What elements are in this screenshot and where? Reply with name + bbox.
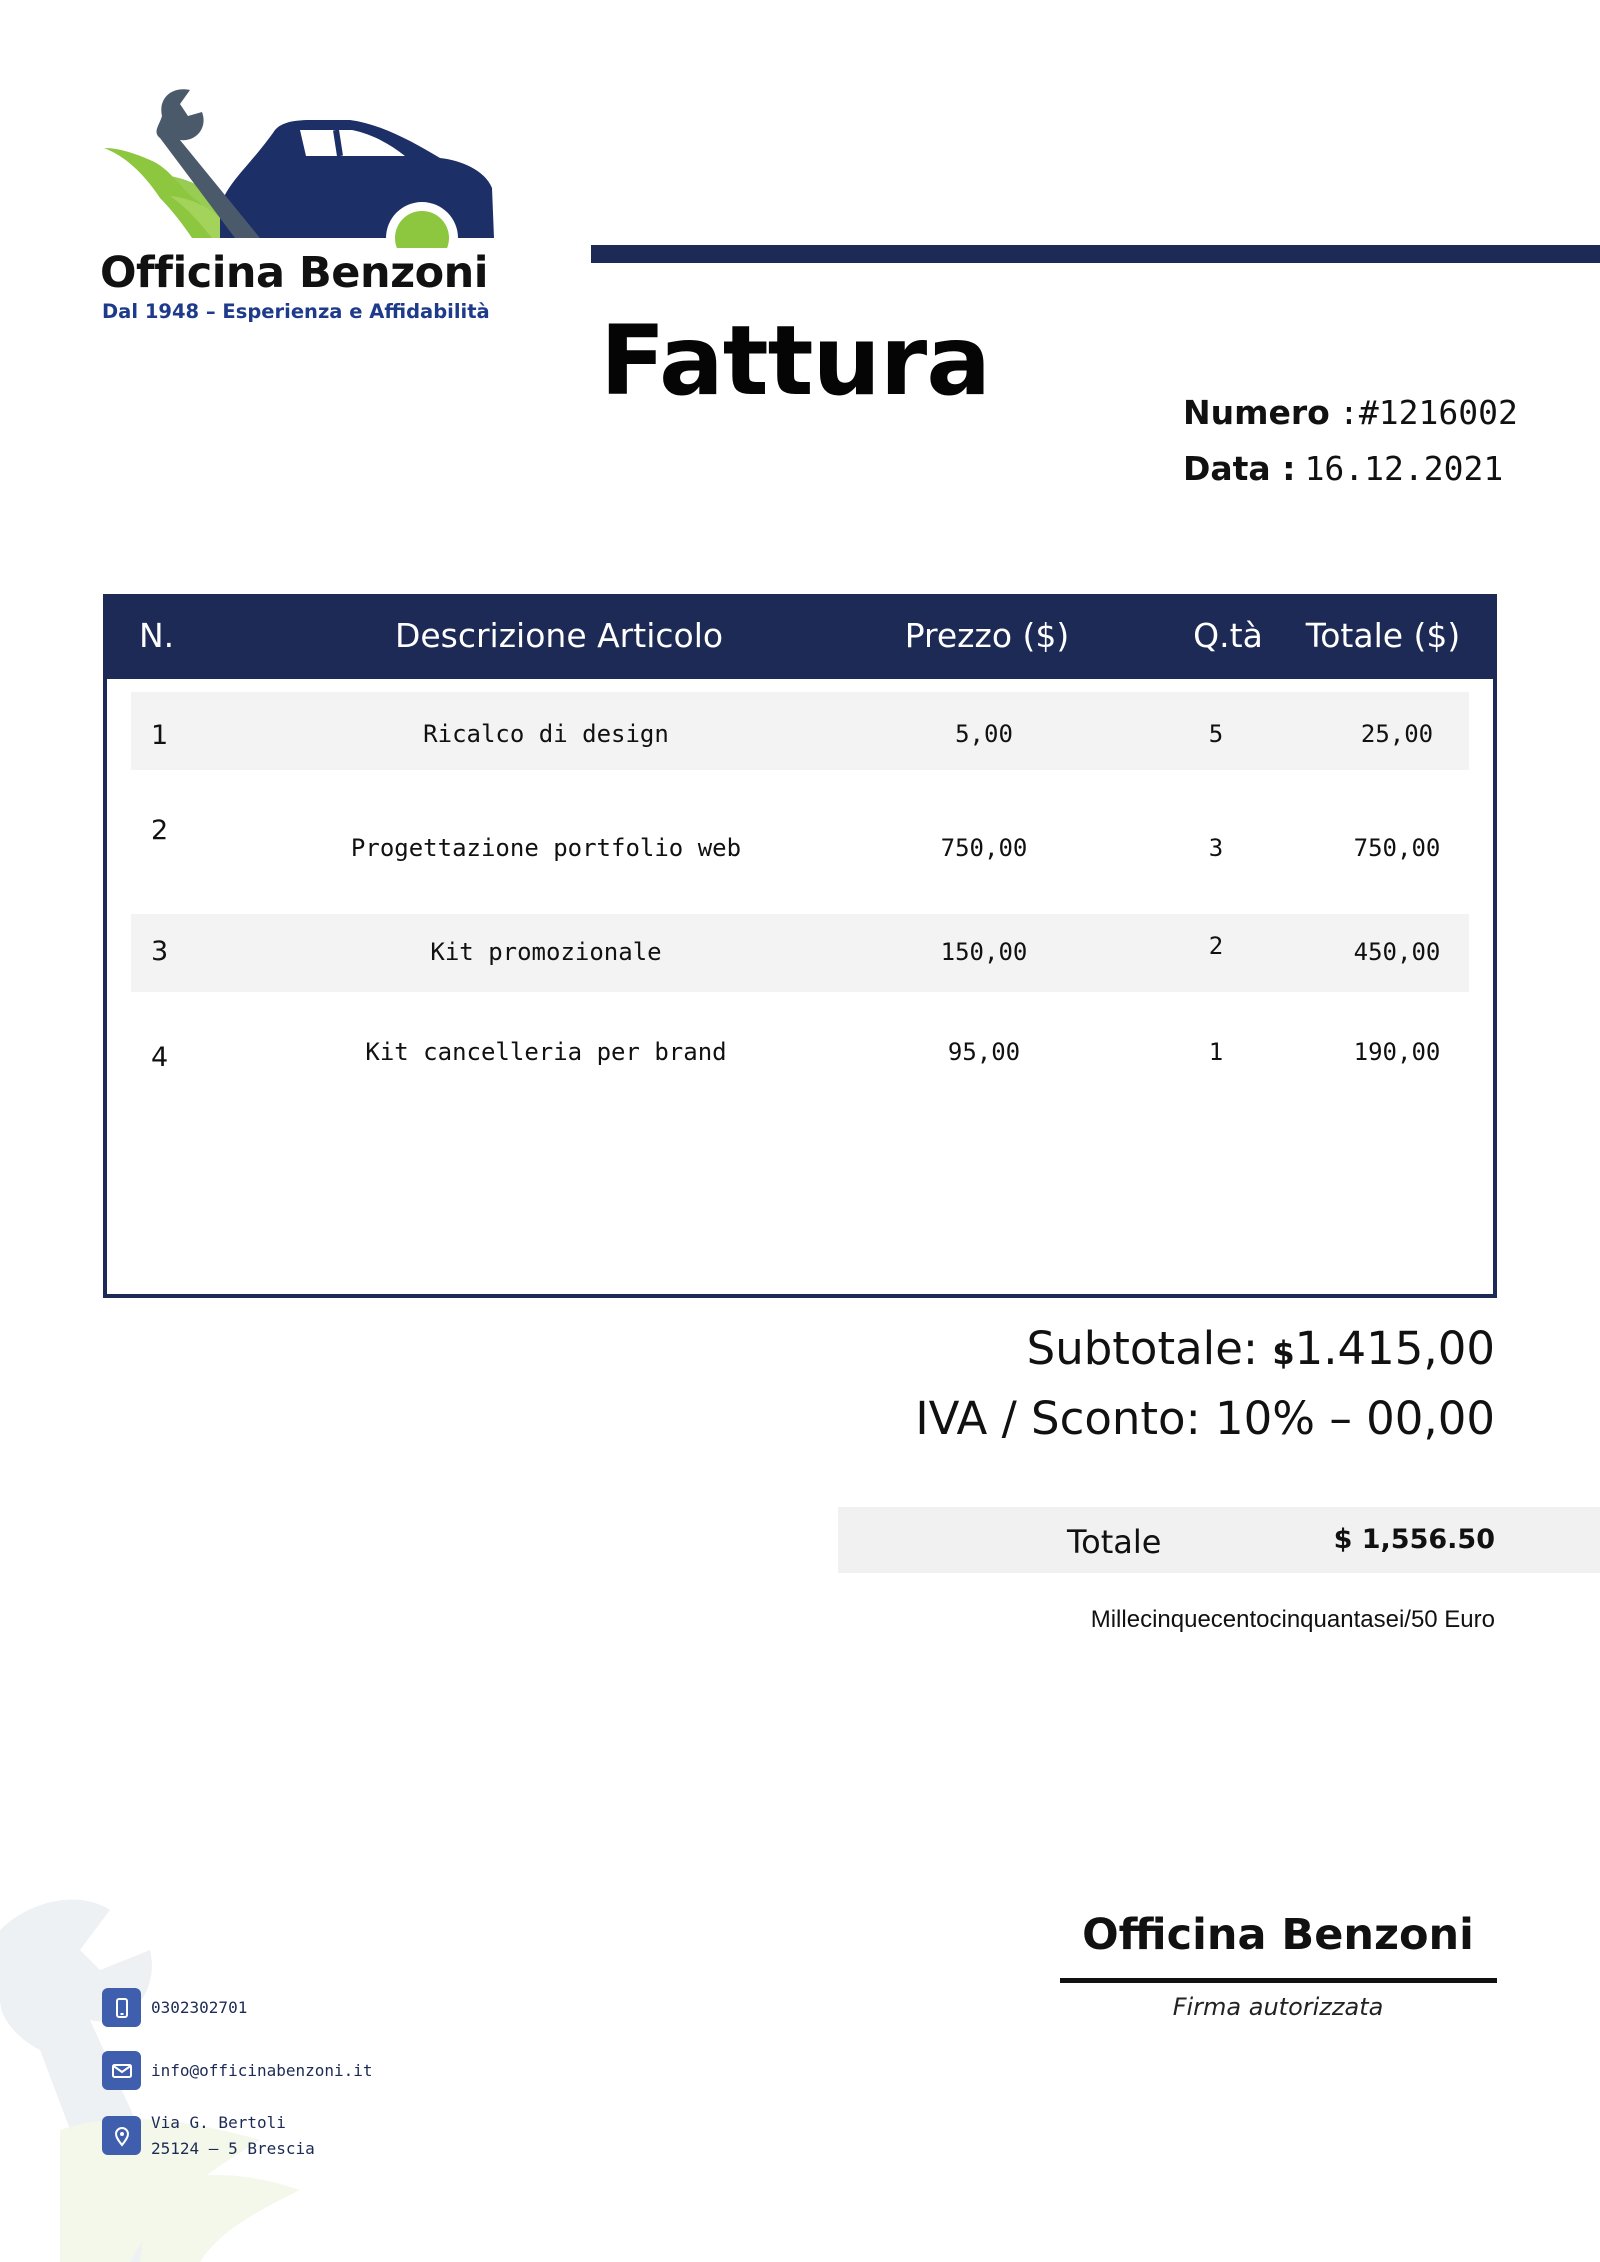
column-header-number: N.: [139, 616, 175, 655]
total-value: $ 1,556.50: [1333, 1524, 1495, 1555]
column-header-description: Descrizione Articolo: [394, 616, 724, 655]
phone-number[interactable]: 0302302701: [151, 1997, 248, 2017]
row-total: 190,00: [1353, 1038, 1441, 1066]
row-price: 150,00: [940, 938, 1028, 966]
company-name: Officina Benzoni: [100, 248, 489, 298]
total-label: Totale: [1067, 1523, 1162, 1561]
car-wrench-logo-icon: [100, 88, 495, 248]
signature-line: [1060, 1978, 1497, 1983]
row-description: Progettazione portfolio web: [350, 834, 742, 862]
row-number: 2: [151, 815, 169, 846]
address-line-2: 25124 – 5 Brescia: [151, 2139, 315, 2158]
invoice-date-label: Data :: [1183, 449, 1296, 488]
subtotal-value: 1.415,00: [1294, 1322, 1495, 1375]
contact-phone: [102, 1988, 247, 2027]
signature-caption: Firma autorizzata: [1172, 1993, 1384, 2021]
column-header-price: Prezzo ($): [904, 616, 1070, 655]
table-row: [131, 792, 1469, 870]
row-number: 4: [151, 1042, 169, 1073]
company-tagline: Dal 1948 – Esperienza e Affidabilità: [102, 300, 490, 323]
items-table: [103, 594, 1497, 1298]
invoice-number-value: :#1216002: [1339, 393, 1518, 432]
row-price: 95,00: [947, 1038, 1021, 1066]
email-address[interactable]: info@officinabenzoni.it: [151, 2060, 373, 2080]
table-row: [131, 692, 1469, 770]
total-band: [838, 1507, 1600, 1573]
invoice-date: [1183, 449, 1503, 488]
signature-name: Officina Benzoni: [1082, 1910, 1474, 1960]
total-in-words: Millecinquecentocinquantasei/50 Euro: [1090, 1606, 1495, 1633]
row-description: Kit cancelleria per brand: [365, 1038, 727, 1066]
subtotal-label: Subtotale:: [1026, 1322, 1273, 1375]
table-row: [131, 914, 1469, 992]
header-rule: [591, 245, 1600, 263]
document-title: Fattura: [600, 305, 990, 417]
row-number: 1: [151, 720, 169, 751]
row-quantity: 5: [1208, 720, 1224, 748]
contact-address: [102, 2110, 315, 2162]
phone-icon: [102, 1988, 141, 2027]
row-quantity: 3: [1208, 834, 1224, 862]
invoice-date-value: 16.12.2021: [1304, 449, 1504, 488]
subtotal: [1027, 1322, 1495, 1375]
mail-icon: [102, 2051, 141, 2090]
row-quantity: 2: [1208, 932, 1224, 960]
row-price: 5,00: [955, 720, 1013, 748]
row-total: 450,00: [1353, 938, 1441, 966]
row-quantity: 1: [1208, 1038, 1224, 1066]
row-description: Kit promozionale: [430, 938, 662, 966]
invoice-number-label: Numero: [1183, 393, 1330, 432]
row-total: 25,00: [1360, 720, 1434, 748]
table-row: [131, 1014, 1469, 1092]
table-header: [103, 594, 1497, 679]
vat-discount: IVA / Sconto: 10% – 00,00: [915, 1392, 1495, 1445]
invoice-number: [1183, 393, 1518, 432]
location-pin-icon: [102, 2116, 141, 2155]
address-text: [151, 2110, 315, 2162]
column-header-total: Totale ($): [1305, 616, 1461, 655]
row-price: 750,00: [940, 834, 1028, 862]
row-number: 3: [151, 936, 169, 967]
address-line-1: Via G. Bertoli: [151, 2113, 286, 2132]
column-header-quantity: Q.tà: [1193, 616, 1263, 655]
row-description: Ricalco di design: [423, 720, 669, 748]
subtotal-currency: $: [1272, 1334, 1295, 1372]
contact-email: [102, 2051, 373, 2090]
row-total: 750,00: [1353, 834, 1441, 862]
